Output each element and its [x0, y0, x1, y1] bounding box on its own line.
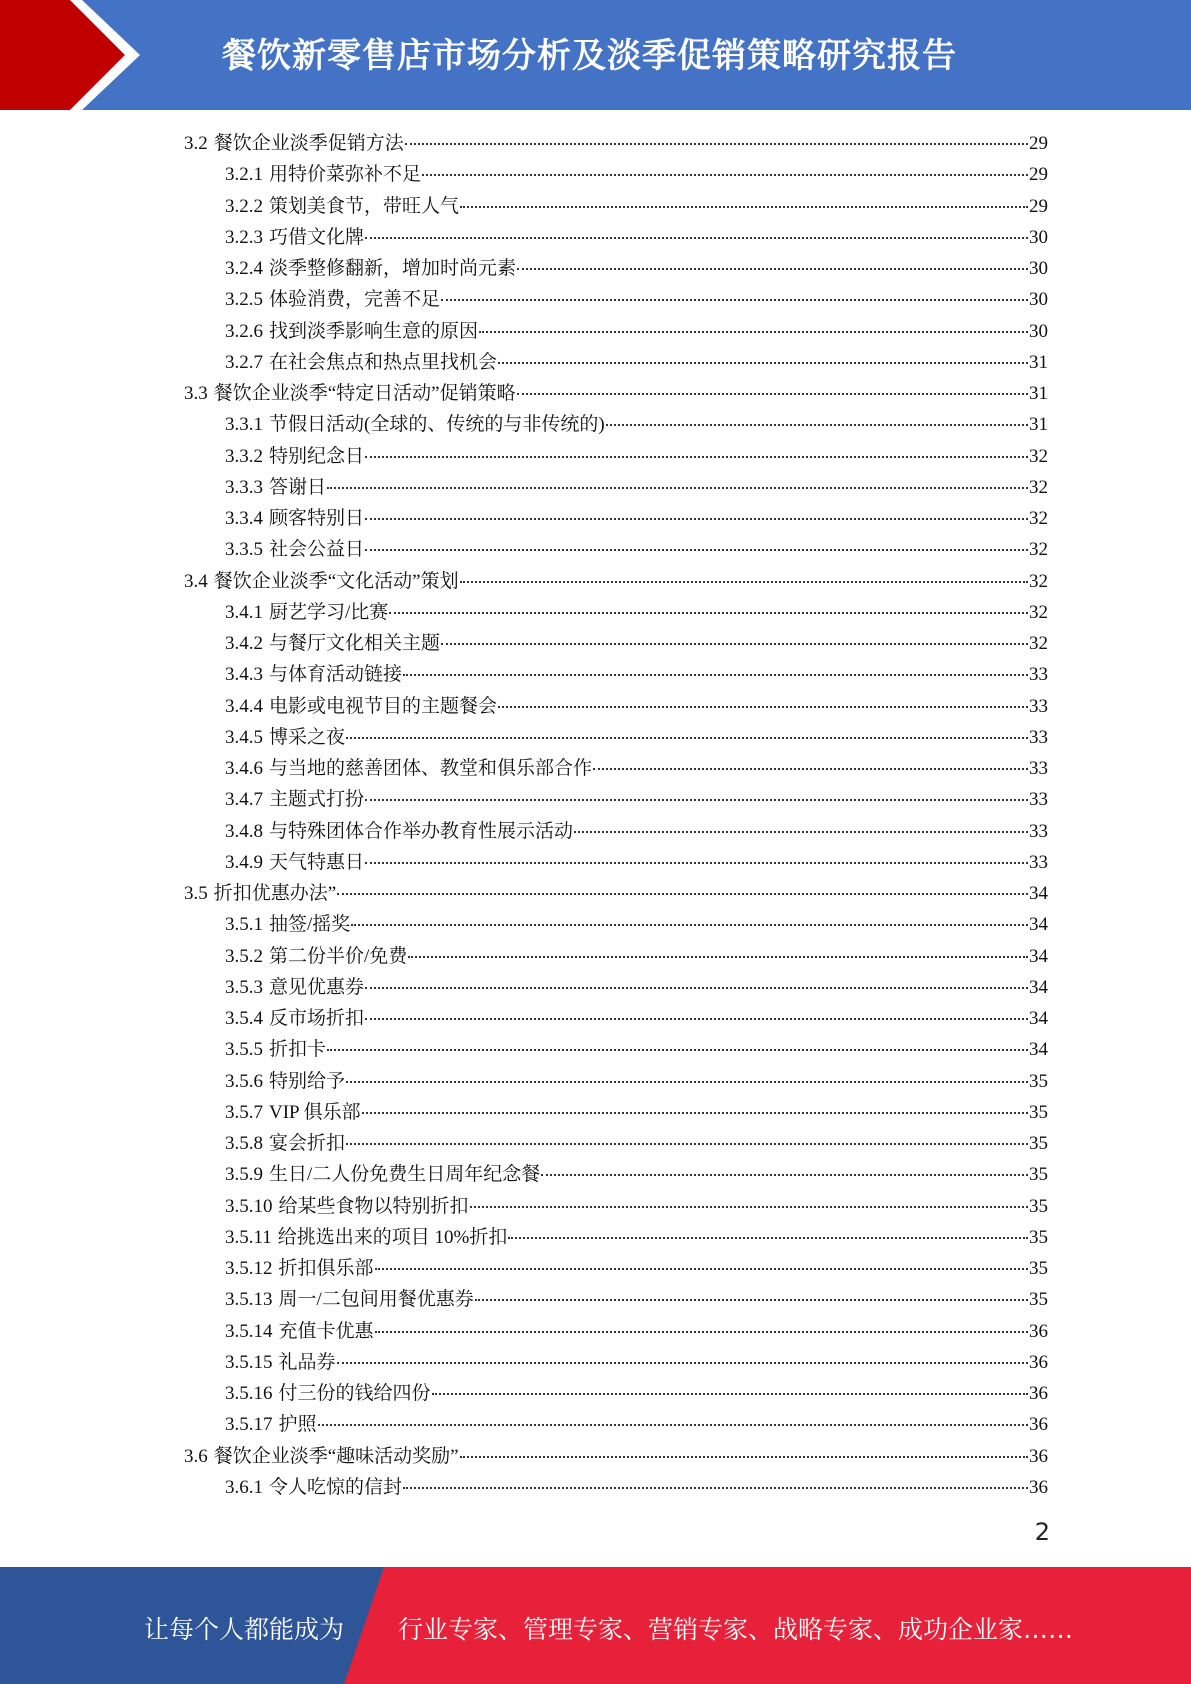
toc-entry-title: 用特价菜弥补不足 [269, 164, 422, 186]
toc-entry[interactable] [184, 253, 1048, 284]
toc-entry[interactable] [184, 1066, 1048, 1097]
toc-entry-title: 博采之夜 [269, 726, 346, 748]
toc-entry-title: 特别纪念日 [269, 445, 365, 467]
toc-entry-page: 33 [1029, 789, 1048, 811]
toc-entry-number: 3.5.8 [225, 1133, 263, 1154]
toc-entry-number: 3.5.10 [225, 1195, 273, 1217]
toc-dot-leader [517, 393, 1028, 395]
toc-entry-number: 3.3.3 [225, 476, 263, 498]
toc-entry[interactable] [184, 691, 1048, 722]
toc-entry[interactable] [184, 1191, 1048, 1222]
toc-entry-title: 餐饮企业淡季促销方法 [213, 133, 404, 154]
toc-entry-number: 3.4.6 [225, 758, 263, 779]
toc-entry[interactable] [184, 1284, 1048, 1315]
toc-entry-page: 36 [1029, 1383, 1048, 1404]
toc-entry[interactable] [184, 909, 1048, 940]
toc-entry-number: 3.2.2 [225, 195, 263, 217]
footer-slogan: 让每个人都能成为 [144, 1615, 345, 1644]
toc-entry-title: 护照 [278, 1414, 317, 1436]
toc-entry-title: 答谢日 [269, 476, 327, 498]
toc-entry[interactable] [184, 1034, 1048, 1065]
toc-entry-page: 36 [1029, 1320, 1048, 1342]
toc-entry-number: 3.3.5 [225, 539, 263, 561]
toc-entry[interactable] [184, 347, 1048, 378]
toc-entry[interactable] [184, 722, 1048, 753]
toc-entry-page: 34 [1029, 1039, 1048, 1061]
toc-dot-leader [346, 737, 1028, 739]
toc-entry[interactable] [184, 566, 1048, 597]
toc-entry-title: 天气特惠日 [269, 851, 365, 873]
toc-entry[interactable] [184, 159, 1048, 190]
toc-entry[interactable] [184, 1441, 1048, 1472]
toc-entry-title: 主题式打扮 [269, 789, 365, 811]
report-title: 餐饮新零售店市场分析及淡季促销策略研究报告 [222, 36, 957, 76]
toc-entry-title: 给挑选出来的项目 10%折扣 [277, 1226, 508, 1248]
toc-entry-number: 3.2 [184, 133, 208, 154]
toc-entry-number: 3.3.2 [225, 445, 263, 467]
toc-dot-leader [460, 1456, 1028, 1458]
toc-dot-leader [574, 831, 1028, 833]
toc-entry-number: 3.5 [184, 883, 208, 904]
toc-entry-title: 巧借文化牌 [269, 226, 365, 248]
toc-entry-page: 36 [1029, 1351, 1048, 1373]
toc-dot-leader [351, 924, 1028, 926]
toc-entry-page: 36 [1029, 1476, 1048, 1498]
toc-entry-page: 33 [1029, 695, 1048, 717]
toc-entry-number: 3.4.3 [225, 664, 263, 686]
toc-entry-number: 3.2.3 [225, 226, 263, 248]
toc-entry-title: 与当地的慈善团体、教堂和俱乐部合作 [269, 758, 593, 779]
toc-entry-number: 3.2.4 [225, 258, 263, 279]
page-header [0, 0, 1191, 110]
toc-entry-number: 3.5.1 [225, 914, 263, 936]
toc-entry-number: 3.5.15 [225, 1351, 273, 1373]
toc-entry-title: 特别给予 [269, 1070, 346, 1092]
toc-dot-leader [346, 1081, 1028, 1083]
toc-entry-page: 35 [1029, 1195, 1048, 1217]
toc-dot-leader [337, 893, 1028, 895]
toc-entry[interactable] [184, 784, 1048, 815]
toc-entry-number: 3.3.1 [225, 414, 263, 436]
toc-entry-page: 33 [1029, 664, 1048, 686]
toc-entry-title: 给某些食物以特别折扣 [278, 1195, 469, 1217]
toc-entry-page: 32 [1029, 445, 1048, 467]
toc-entry-page: 34 [1029, 883, 1048, 904]
toc-entry[interactable] [184, 534, 1048, 565]
toc-entry-title: 礼品券 [278, 1351, 336, 1373]
table-of-contents [184, 128, 1048, 1503]
toc-entry-number: 3.4 [184, 570, 208, 592]
toc-entry-page: 35 [1029, 1133, 1048, 1154]
toc-entry-number: 3.2.5 [225, 289, 263, 311]
toc-entry-title: 体验消费，完善不足 [269, 289, 441, 311]
toc-entry-page: 36 [1029, 1414, 1048, 1436]
toc-dot-leader [460, 581, 1028, 583]
toc-entry-title: 周一/二包间用餐优惠券 [278, 1289, 474, 1311]
toc-dot-leader [337, 1362, 1028, 1364]
toc-entry[interactable] [184, 1128, 1048, 1159]
toc-entry-number: 3.4.8 [225, 820, 263, 842]
toc-entry[interactable] [184, 1097, 1048, 1128]
toc-entry-page: 35 [1029, 1070, 1048, 1092]
toc-entry-number: 3.5.5 [225, 1039, 263, 1061]
toc-entry-page: 30 [1029, 226, 1048, 248]
header-chevron-icon [0, 0, 150, 110]
toc-dot-leader [441, 299, 1028, 301]
toc-entry-page: 35 [1029, 1101, 1048, 1123]
toc-entry-title: 第二份半价/免费 [269, 945, 408, 967]
toc-entry[interactable] [184, 1409, 1048, 1440]
toc-dot-leader [405, 143, 1028, 145]
toc-dot-leader [606, 424, 1028, 426]
toc-dot-leader [541, 1174, 1028, 1176]
toc-entry[interactable] [184, 1472, 1048, 1503]
toc-entry-number: 3.5.12 [225, 1258, 273, 1279]
toc-dot-leader [362, 1112, 1028, 1114]
toc-dot-leader [389, 612, 1028, 614]
toc-entry-page: 33 [1029, 726, 1048, 748]
toc-entry[interactable] [184, 941, 1048, 972]
toc-entry-number: 3.4.5 [225, 726, 263, 748]
toc-entry-page: 34 [1029, 914, 1048, 936]
toc-entry[interactable] [184, 597, 1048, 628]
toc-dot-leader [327, 1049, 1028, 1051]
toc-dot-leader [508, 1237, 1028, 1239]
toc-entry-page: 35 [1029, 1226, 1048, 1248]
toc-dot-leader [365, 862, 1028, 864]
toc-entry-title: 与特殊团体合作举办教育性展示活动 [269, 820, 574, 842]
toc-entry-number: 3.5.3 [225, 976, 263, 998]
toc-entry-page: 29 [1029, 164, 1048, 186]
toc-entry-number: 3.2.6 [225, 320, 263, 342]
toc-entry-number: 3.5.6 [225, 1070, 263, 1092]
toc-entry-page: 31 [1029, 351, 1048, 373]
toc-entry-page: 34 [1029, 945, 1048, 967]
toc-dot-leader [365, 987, 1028, 989]
toc-entry-title: 餐饮企业淡季“特定日活动”促销策略 [213, 383, 516, 404]
toc-entry-title: 找到淡季影响生意的原因 [269, 320, 479, 342]
toc-entry-number: 3.4.2 [225, 633, 263, 654]
toc-entry-number: 3.5.7 [225, 1101, 263, 1123]
toc-dot-leader [365, 799, 1028, 801]
toc-entry[interactable] [184, 441, 1048, 472]
toc-entry[interactable] [184, 378, 1048, 409]
toc-dot-leader [403, 674, 1028, 676]
toc-entry-title: 餐饮企业淡季“趣味活动奖励” [213, 1445, 459, 1467]
toc-dot-leader [422, 174, 1028, 176]
toc-entry-title: 在社会焦点和热点里找机会 [269, 351, 498, 373]
toc-entry-number: 3.5.4 [225, 1008, 263, 1029]
toc-entry[interactable] [184, 1347, 1048, 1378]
toc-entry-page: 32 [1029, 476, 1048, 498]
toc-entry-title: 淡季整修翻新，增加时尚元素 [269, 258, 517, 279]
toc-entry[interactable] [184, 753, 1048, 784]
toc-entry-number: 3.6.1 [225, 1476, 263, 1498]
toc-dot-leader [408, 956, 1028, 958]
toc-dot-leader [460, 206, 1028, 208]
toc-entry-number: 3.2.1 [225, 164, 263, 186]
toc-entry-page: 30 [1029, 258, 1048, 279]
toc-entry-page: 33 [1029, 851, 1048, 873]
toc-entry-number: 3.3.4 [225, 508, 263, 529]
toc-entry-number: 3.2.7 [225, 351, 263, 373]
toc-dot-leader [403, 1487, 1028, 1489]
toc-entry[interactable] [184, 1316, 1048, 1347]
toc-entry-number: 3.4.7 [225, 789, 263, 811]
toc-entry-page: 31 [1029, 414, 1048, 436]
toc-entry[interactable] [184, 878, 1048, 909]
toc-entry-title: 与餐厅文化相关主题 [269, 633, 441, 654]
toc-entry-title: 意见优惠券 [269, 976, 365, 998]
toc-entry-title: 与体育活动链接 [269, 664, 403, 686]
toc-dot-leader [432, 1393, 1028, 1395]
toc-entry-page: 32 [1029, 633, 1048, 654]
toc-entry-number: 3.5.11 [225, 1226, 272, 1248]
toc-entry[interactable] [184, 1159, 1048, 1190]
toc-dot-leader [375, 1268, 1028, 1270]
toc-dot-leader [365, 518, 1028, 520]
toc-dot-leader [593, 768, 1028, 770]
toc-entry-page: 32 [1029, 570, 1048, 592]
toc-entry-title: 餐饮企业淡季“文化活动”策划 [213, 570, 459, 592]
toc-entry[interactable] [184, 128, 1048, 159]
toc-entry-title: VIP 俱乐部 [269, 1101, 361, 1123]
toc-entry[interactable] [184, 1253, 1048, 1284]
toc-entry-number: 3.5.14 [225, 1320, 273, 1342]
toc-entry[interactable] [184, 222, 1048, 253]
toc-entry-page: 36 [1029, 1445, 1048, 1467]
toc-dot-leader [365, 549, 1028, 551]
toc-entry-page: 35 [1029, 1258, 1048, 1279]
toc-entry-page: 35 [1029, 1164, 1048, 1186]
toc-entry-page: 30 [1029, 289, 1048, 311]
toc-entry-title: 反市场折扣 [269, 1008, 365, 1029]
toc-entry[interactable] [184, 659, 1048, 690]
toc-entry[interactable] [184, 503, 1048, 534]
toc-entry-title: 策划美食节，带旺人气 [269, 195, 460, 217]
footer-roles: 行业专家、管理专家、营销专家、战略专家、成功企业家…… [398, 1615, 1074, 1644]
toc-entry[interactable] [184, 628, 1048, 659]
toc-entry-page: 29 [1029, 195, 1048, 217]
toc-entry-title: 顾客特别日 [269, 508, 365, 529]
toc-dot-leader [327, 487, 1028, 489]
toc-entry-page: 31 [1029, 383, 1048, 404]
page-number: 2 [1034, 1518, 1050, 1546]
toc-dot-leader [365, 456, 1028, 458]
toc-dot-leader [470, 1206, 1028, 1208]
toc-entry-number: 3.5.9 [225, 1164, 263, 1186]
toc-entry-number: 3.3 [184, 383, 208, 404]
toc-entry[interactable] [184, 284, 1048, 315]
toc-entry-page: 33 [1029, 758, 1048, 779]
toc-dot-leader [517, 268, 1028, 270]
toc-dot-leader [346, 1143, 1028, 1145]
toc-entry-page: 32 [1029, 601, 1048, 623]
toc-entry[interactable] [184, 316, 1048, 347]
toc-dot-leader [318, 1424, 1028, 1426]
toc-entry-title: 折扣俱乐部 [278, 1258, 374, 1279]
toc-dot-leader [365, 237, 1028, 239]
toc-entry-number: 3.4.1 [225, 601, 263, 623]
toc-entry[interactable] [184, 972, 1048, 1003]
toc-entry-title: 充值卡优惠 [278, 1320, 374, 1342]
toc-entry[interactable] [184, 409, 1048, 440]
toc-entry-number: 3.5.16 [225, 1383, 273, 1404]
toc-entry-number: 3.4.9 [225, 851, 263, 873]
toc-entry-page: 34 [1029, 1008, 1048, 1029]
toc-entry-number: 3.5.2 [225, 945, 263, 967]
toc-dot-leader [375, 1331, 1028, 1333]
toc-entry[interactable] [184, 191, 1048, 222]
toc-entry-title: 节假日活动(全球的、传统的与非传统的) [269, 414, 605, 436]
toc-entry-number: 3.6 [184, 1445, 208, 1467]
toc-entry-title: 宴会折扣 [269, 1133, 346, 1154]
toc-entry-title: 付三份的钱给四份 [278, 1383, 431, 1404]
toc-entry-page: 32 [1029, 508, 1048, 529]
toc-entry[interactable] [184, 1003, 1048, 1034]
toc-entry-number: 3.5.13 [225, 1289, 273, 1311]
toc-entry-title: 社会公益日 [269, 539, 365, 561]
toc-entry-page: 33 [1029, 820, 1048, 842]
toc-entry-title: 厨艺学习/比赛 [269, 601, 389, 623]
toc-entry-title: 折扣优惠办法” [213, 883, 337, 904]
toc-entry[interactable] [184, 1378, 1048, 1409]
toc-entry-number: 3.5.17 [225, 1414, 273, 1436]
toc-entry[interactable] [184, 1222, 1048, 1253]
toc-entry-title: 折扣卡 [269, 1039, 327, 1061]
toc-entry[interactable] [184, 472, 1048, 503]
toc-entry-title: 生日/二人份免费生日周年纪念餐 [269, 1164, 541, 1186]
toc-entry-page: 30 [1029, 320, 1048, 342]
toc-entry-page: 35 [1029, 1289, 1048, 1311]
toc-dot-leader [498, 706, 1028, 708]
toc-entry-title: 电影或电视节目的主题餐会 [269, 695, 498, 717]
toc-dot-leader [479, 331, 1028, 333]
toc-entry-page: 29 [1029, 133, 1048, 154]
page-footer [0, 1567, 1191, 1684]
toc-dot-leader [441, 643, 1028, 645]
toc-entry-page: 32 [1029, 539, 1048, 561]
toc-entry-page: 34 [1029, 976, 1048, 998]
toc-entry[interactable] [184, 816, 1048, 847]
toc-dot-leader [498, 362, 1028, 364]
toc-entry-number: 3.4.4 [225, 695, 263, 717]
toc-entry-title: 抽签/摇奖 [269, 914, 351, 936]
toc-entry[interactable] [184, 847, 1048, 878]
toc-entry-title: 令人吃惊的信封 [269, 1476, 403, 1498]
toc-dot-leader [475, 1299, 1028, 1301]
toc-dot-leader [365, 1018, 1028, 1020]
